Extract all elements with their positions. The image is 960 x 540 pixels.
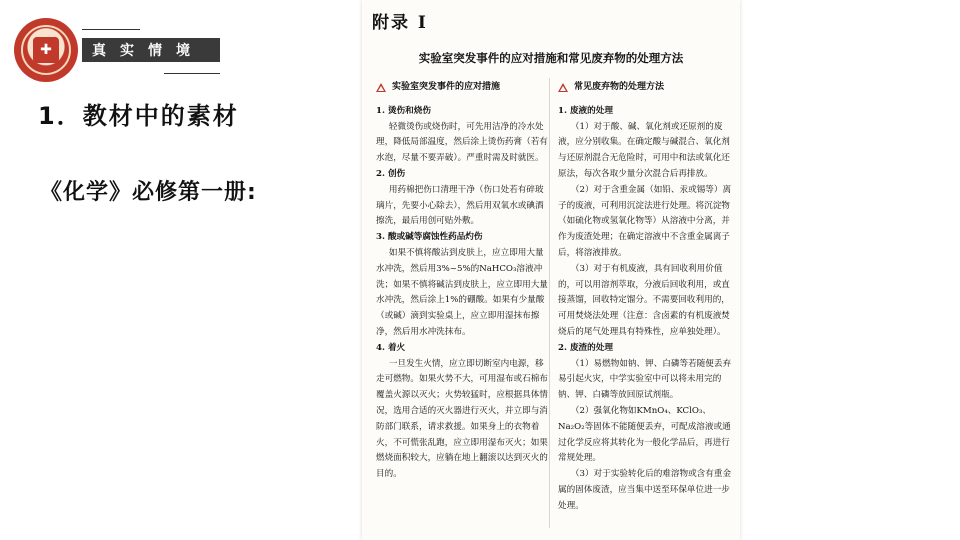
item-text: 轻微烫伤或烧伤时，可先用洁净的冷水处理，降低局部温度，然后涂上烫伤药膏（若有水泡，尽量不要弄破）。严重时需及时就医。	[376, 121, 548, 164]
appendix-title: 附录 I	[372, 13, 428, 33]
item-text: 一旦发生火情，应立即切断室内电源，移走可燃物。如果火势不大，可用湿布或石棉布覆盖火源以灭火；火势较猛时，应根据具体情况，选用合适的灭火器进行灭火，并立即与消防部门联系，请求救援。如果身上的衣物着火，不可慌张乱跑，应立即用湿布灭火；如果燃烧面积较大，应躺在地上翻滚以达到灭火的目的。	[376, 358, 548, 480]
logo-emblem-icon: ✚	[33, 37, 59, 63]
item-text: 如果不慎将酸沾到皮肤上，应立即用大量水冲洗，然后用3%~5%的NaHCO₃溶液冲洗；如果不慎将碱沾到皮肤上，应立即用大量水冲洗，然后涂上1%的硼酸。如果有少量酸（或碱）滴到实验桌上，应立即用湿抹布擦净，然后用水冲洗抹布。	[376, 247, 548, 337]
item-title: 4. 着火	[376, 342, 406, 353]
warning-triangle-icon	[376, 83, 386, 92]
item-title: 1. 烫伤和烧伤	[376, 105, 431, 116]
item-text: 用药棉把伤口清理干净（伤口处若有碎玻璃片，先要小心除去），然后用双氧水或碘酒擦洗，最后用创可贴外敷。	[376, 184, 544, 227]
book-title: 《化学》必修第一册:	[40, 180, 257, 205]
right-column-heading: 常见废弃物的处理方法	[558, 80, 732, 96]
textbook-page-scan	[362, 0, 740, 540]
warning-triangle-icon	[558, 83, 568, 92]
item-title: 1. 废液的处理	[558, 105, 613, 116]
page-main-title: 实验室突发事件的应对措施和常见废弃物的处理方法	[418, 51, 684, 65]
school-logo	[14, 18, 78, 82]
scene-badge: 真实情境	[82, 38, 220, 62]
left-column-heading: 实验室突发事件的应对措施	[376, 80, 550, 96]
item-title: 2. 创伤	[376, 168, 406, 179]
section-heading: 1．教材中的素材	[38, 102, 239, 130]
item-text: （3）对于实验转化后的难溶物或含有重金属的固体废渣，应当集中送至环保单位进一步处理。	[558, 469, 732, 511]
right-column	[558, 80, 732, 515]
item-text: （3）对于有机废液，具有回收利用价值的，可以用溶剂萃取，分液后回收利用，或直接蒸馏，回收特定馏分。不需要回收利用的，可用焚烧法处理（注意：含卤素的有机废液焚烧后的尾气处理具有特殊性，应单独处理）。	[558, 263, 730, 337]
item-text: （1）对于酸、碱、氧化剂或还原剂的废液，应分别收集。在确定酸与碱混合、氧化剂与还原剂混合无危险时，可用中和法或氧化还原法，每次各取少量分次混合后再排放。	[558, 121, 730, 179]
item-text: （2）对于含重金属（如铅、汞或锡等）离子的废液，可利用沉淀法进行处理。将沉淀物（如硫化物或氢氧化物等）从溶液中分离，并作为废渣处理；在确定溶液中不含重金属离子后，将溶液排放。	[558, 184, 732, 258]
item-text: （1）易燃物如钠、钾、白磷等若随便丢弃易引起火灾，中学实验室中可以将未用完的钠、钾、白磷等放回原试剂瓶。	[558, 358, 732, 401]
item-title: 2. 废渣的处理	[558, 342, 613, 353]
divider	[82, 29, 140, 30]
item-text: （2）强氧化物如KMnO₄、KClO₃、Na₂O₂等固体不能随便丢弃，可配成溶液或通过化学反应将其转化为一般化学品后，再进行常规处理。	[558, 405, 731, 464]
item-title: 3. 酸或碱等腐蚀性药品灼伤	[376, 232, 483, 243]
divider	[164, 73, 220, 74]
left-column	[376, 80, 550, 483]
